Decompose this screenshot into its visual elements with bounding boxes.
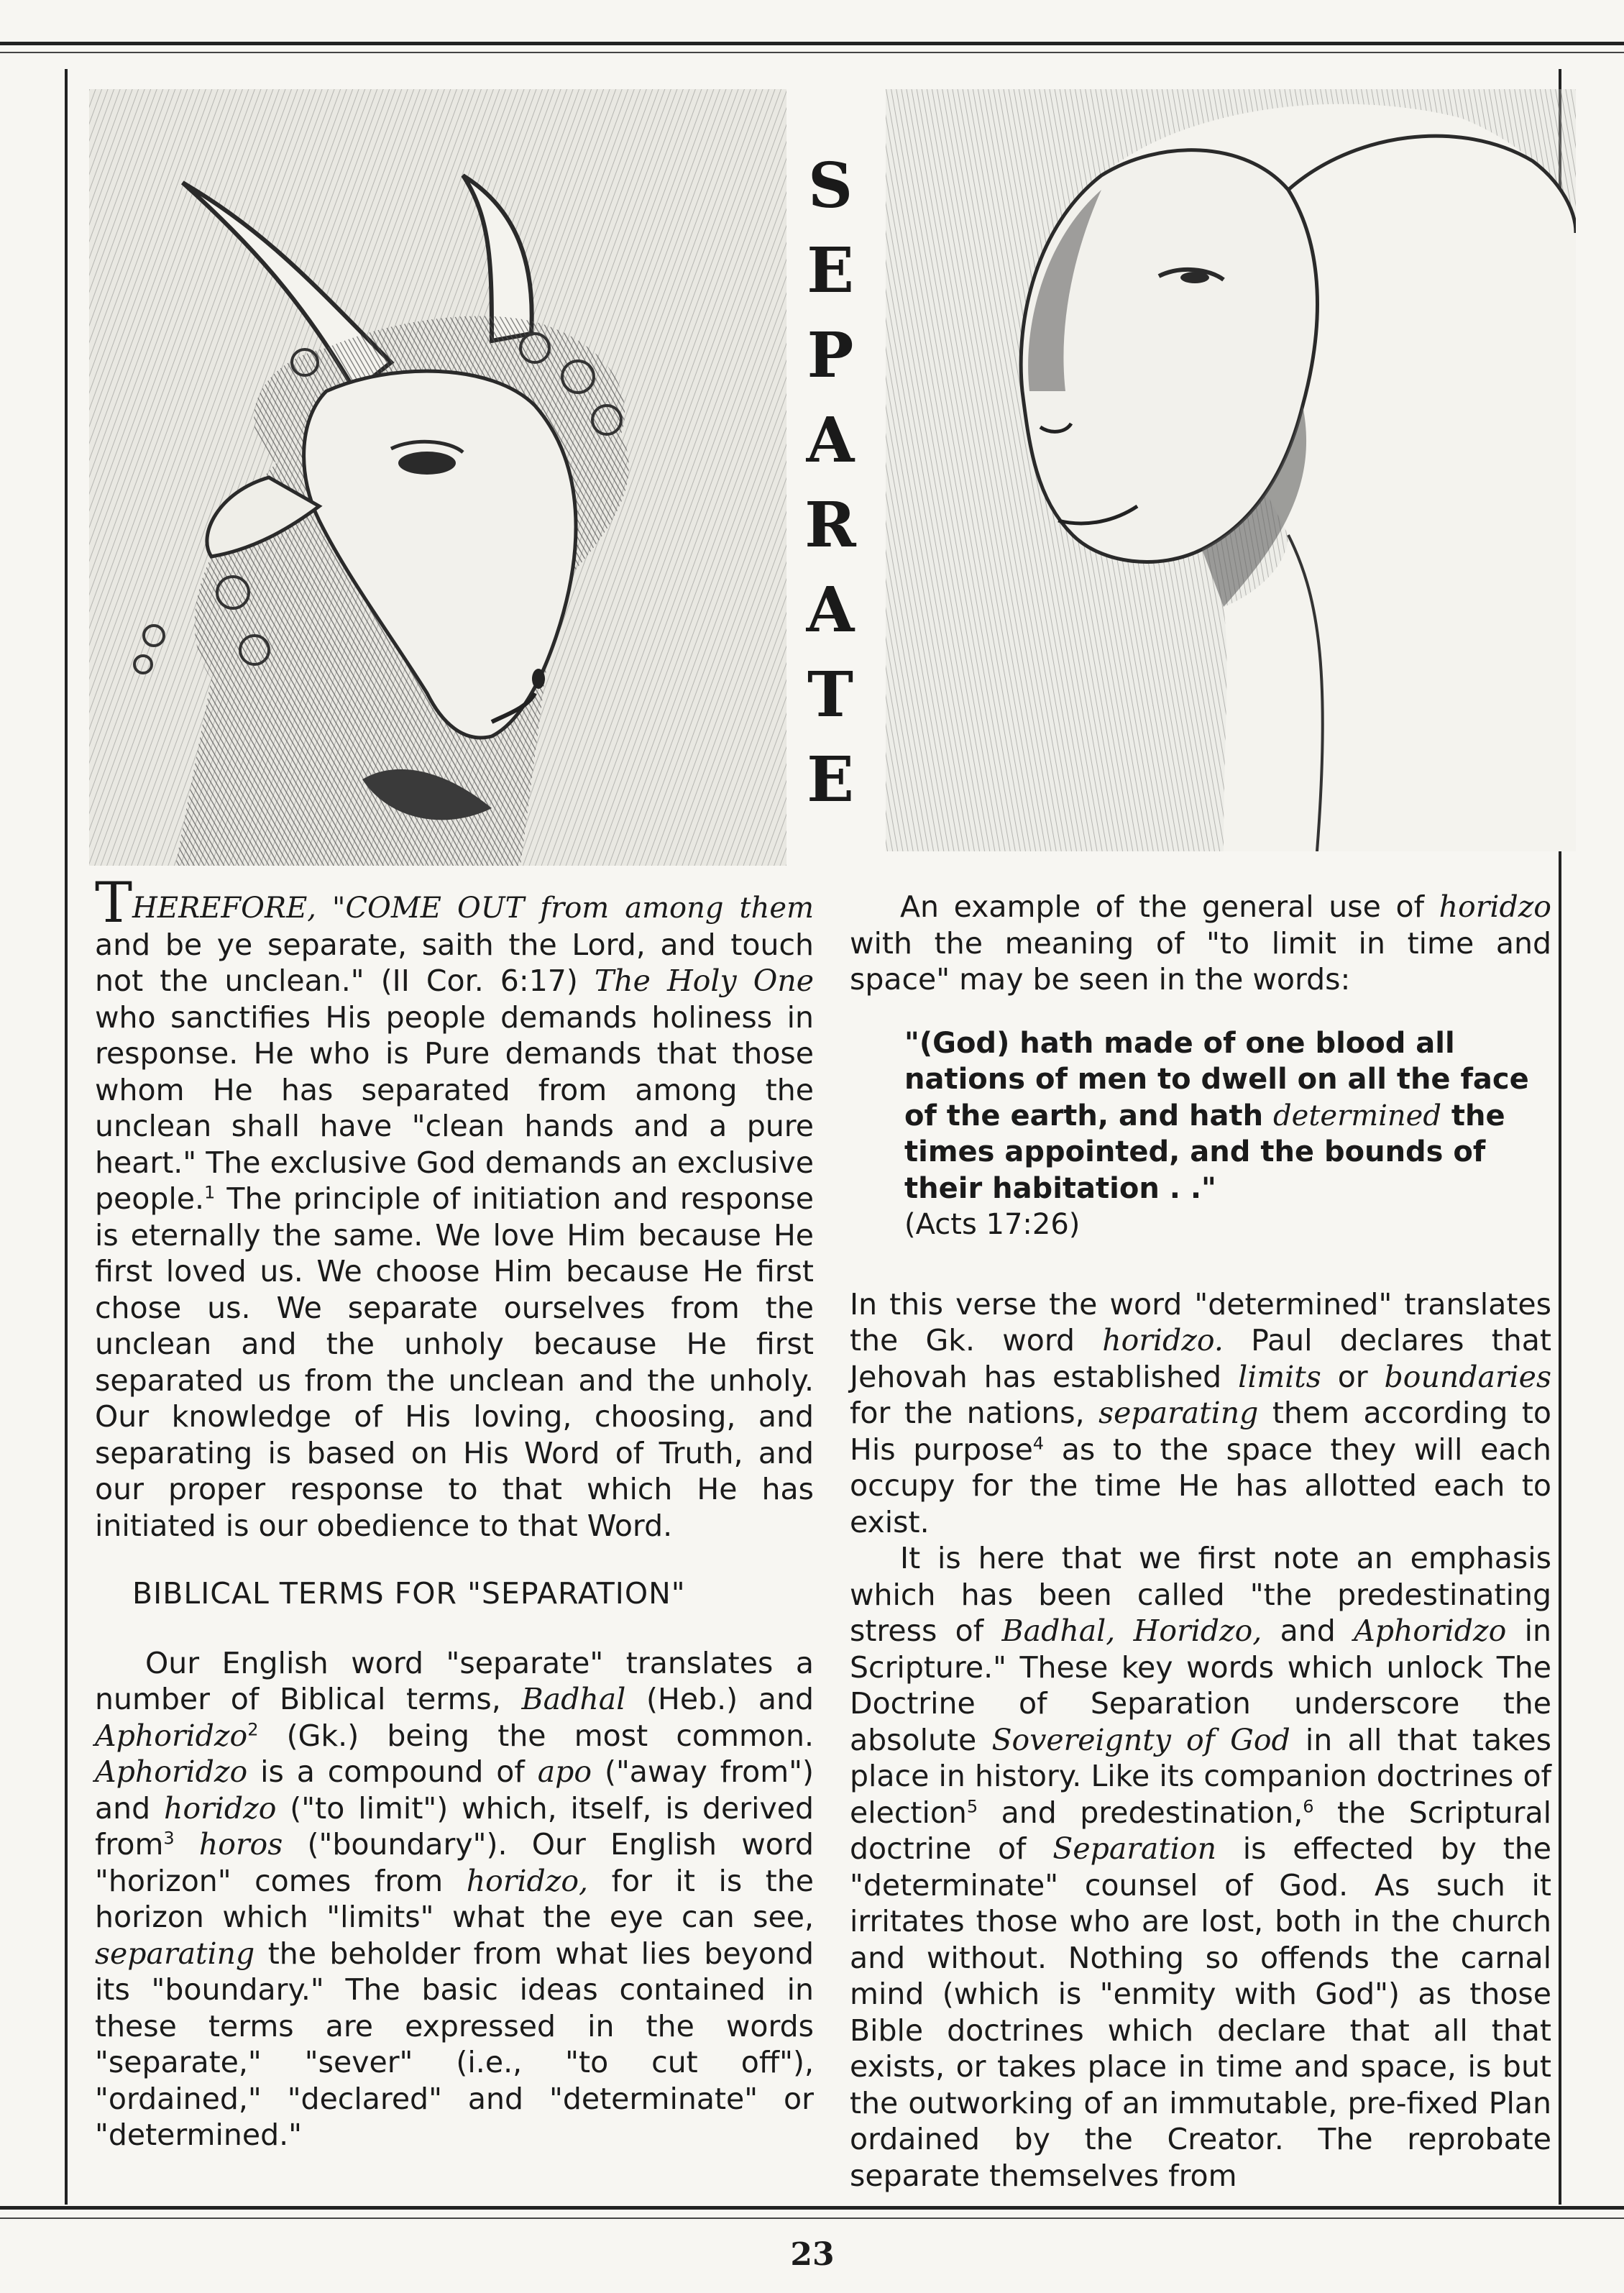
title-letter: A: [806, 404, 855, 477]
emphasis: Aphoridzo: [1354, 1614, 1507, 1648]
intro-paragraph: [95, 871, 815, 1544]
intro-text: and be ye separate, saith the Lord, and touch not the unclean." (II Cor. 6:17): [95, 927, 814, 998]
text: ("away from") and: [95, 1754, 814, 1826]
terms-paragraph: [95, 1645, 814, 2154]
emphasis: Badhal: [521, 1682, 626, 1716]
quote-text: "(God) hath made of one blood all nations of men to dwell on all the face of the earth, and hath: [904, 1026, 1529, 1132]
text: is effected by the "determinate" counsel of God. As such it irritates those who are lost, both in the church and without. Nothing so offends the carnal mind (which is "enmity with God") as those Bible doctrines which declare that all that exists, or takes place in time and space, is but the outworking of an immutable, pre-fixed Plan ordained by the Creator. The reprobate separate themselves from: [850, 1831, 1551, 2193]
quote-text: the times appointed, and the bounds of their habitation . .": [904, 1099, 1505, 1205]
goat-illustration: [89, 89, 786, 866]
bottom-rule: [0, 2206, 1624, 2210]
text: An example of the general use of: [900, 889, 1439, 924]
title-letter: S: [807, 150, 853, 222]
emphasis: Badhal, Horidzo,: [1001, 1614, 1262, 1648]
emphasis: Aphoridzo: [95, 1718, 248, 1753]
top-rule: [0, 42, 1624, 45]
emphasis: boundaries: [1384, 1359, 1551, 1394]
text: and: [1262, 1614, 1354, 1648]
emphasis: horos: [174, 1827, 283, 1862]
right-column: [850, 889, 1551, 2194]
text: ("to limit") which, itself, is derived from: [95, 1790, 814, 1862]
text: ("boundary"). Our English word "horizon" comes from: [95, 1827, 814, 1898]
text: It is here that we first note an emphasis which has been called "the predestinating stress of: [850, 1541, 1551, 1648]
emphasis-paragraph: [850, 1540, 1551, 2194]
text: them according to His purpose: [850, 1396, 1551, 1467]
emphasis: separating: [95, 1936, 255, 1971]
example-paragraph: [850, 889, 1551, 998]
intro-text: who sanctifies His people demands holiness in response. He who is Pure demands that those whom He has separated from among the unclean shall have "clean hands and a pure heart." The exclusive God demands an exclusive people.: [95, 999, 814, 1216]
title-letter: A: [806, 574, 855, 646]
text: in Scripture." These key words which unlock The Doctrine of Separation underscore the absolute: [850, 1614, 1551, 1757]
text: or: [1321, 1359, 1385, 1394]
emphasis: horidzo,: [466, 1863, 589, 1898]
emphasis: horidzo.: [1102, 1323, 1224, 1358]
text: Our English word "separate" translates a number of Biblical terms,: [95, 1645, 814, 1716]
sheep-illustration: [886, 89, 1576, 851]
title-letter: R: [804, 489, 856, 562]
text: (Gk.) being the most common.: [258, 1718, 814, 1753]
title-letter: T: [807, 659, 853, 731]
footnote-marker: 6: [1303, 1795, 1314, 1816]
emphasis: Sovereignty of God: [991, 1722, 1290, 1757]
verse-paragraph: [850, 1286, 1551, 1541]
text: for the nations,: [850, 1396, 1099, 1430]
text: as to the space they will each occupy for the time He has allotted each to exist.: [850, 1432, 1551, 1539]
left-column: [95, 871, 815, 2154]
text: In this verse the word "determined" translates the Gk. word: [850, 1286, 1551, 1358]
title-separate: [791, 144, 870, 823]
footnote-marker: 5: [966, 1795, 978, 1816]
emphasis: determined: [1273, 1099, 1441, 1132]
top-rule-thin: [0, 52, 1624, 53]
page-number: 23: [790, 2236, 835, 2273]
text: and predestination,: [978, 1795, 1303, 1830]
title-letter: E: [807, 743, 854, 816]
emphasis: limits: [1238, 1359, 1321, 1394]
emphasis: Aphoridzo: [95, 1754, 248, 1789]
emphasis: horidzo: [164, 1790, 277, 1826]
text: is a compound of: [247, 1754, 538, 1789]
text: Paul declares that Jehovah has established: [850, 1323, 1551, 1394]
emphasis: separating: [1098, 1396, 1259, 1430]
intro-lead: HEREFORE, "COME OUT from among them: [132, 892, 814, 925]
scripture-quote: [904, 1025, 1551, 1243]
intro-text: The principle of initiation and response is eternally the same. We love Him because He first loved us. We choose Him because He first chose us. We separate ourselves from the unclean and the unholy because He first separated us from the unclean and the unholy. Our knowledge of His loving, choosing, and separating is based on His Word of Truth, and our proper response to that which He has initiated is our obedience to that Word.: [95, 1181, 814, 1543]
text: (Heb.) and: [625, 1682, 814, 1716]
text: with the meaning of "to limit in time and space" may be seen in the words:: [850, 925, 1551, 997]
quote-reference: (Acts 17:26): [904, 1208, 1081, 1241]
title-letter: P: [807, 319, 854, 392]
text: the beholder from what lies beyond its "boundary." The basic ideas contained in these terms are expressed in the words "separate," "sever" (i.e., "to cut off"), "ordained," "declared" and "determinate" or "determined.": [95, 1936, 814, 2152]
text: the Scriptural doctrine of: [850, 1795, 1551, 1866]
footnote-marker: 3: [163, 1828, 175, 1849]
text: in all that takes place in history. Like its companion doctrines of election: [850, 1722, 1551, 1830]
bottom-rule-thin: [0, 2218, 1624, 2219]
emphasis: horidzo: [1439, 889, 1551, 924]
footnote-marker: 2: [247, 1718, 259, 1739]
emphasis: apo: [537, 1754, 592, 1789]
text: for it is the horizon which "limits" what the eye can see,: [95, 1863, 814, 1934]
intro-emphasis: The Holy One: [594, 964, 815, 998]
footnote-marker: 4: [1032, 1432, 1045, 1453]
drop-cap: T: [95, 871, 133, 935]
section-heading: BIBLICAL TERMS FOR "SEPARATION": [132, 1576, 686, 1611]
emphasis: Separation: [1052, 1831, 1217, 1866]
title-letter: E: [807, 234, 854, 307]
footnote-marker: 1: [204, 1182, 216, 1203]
